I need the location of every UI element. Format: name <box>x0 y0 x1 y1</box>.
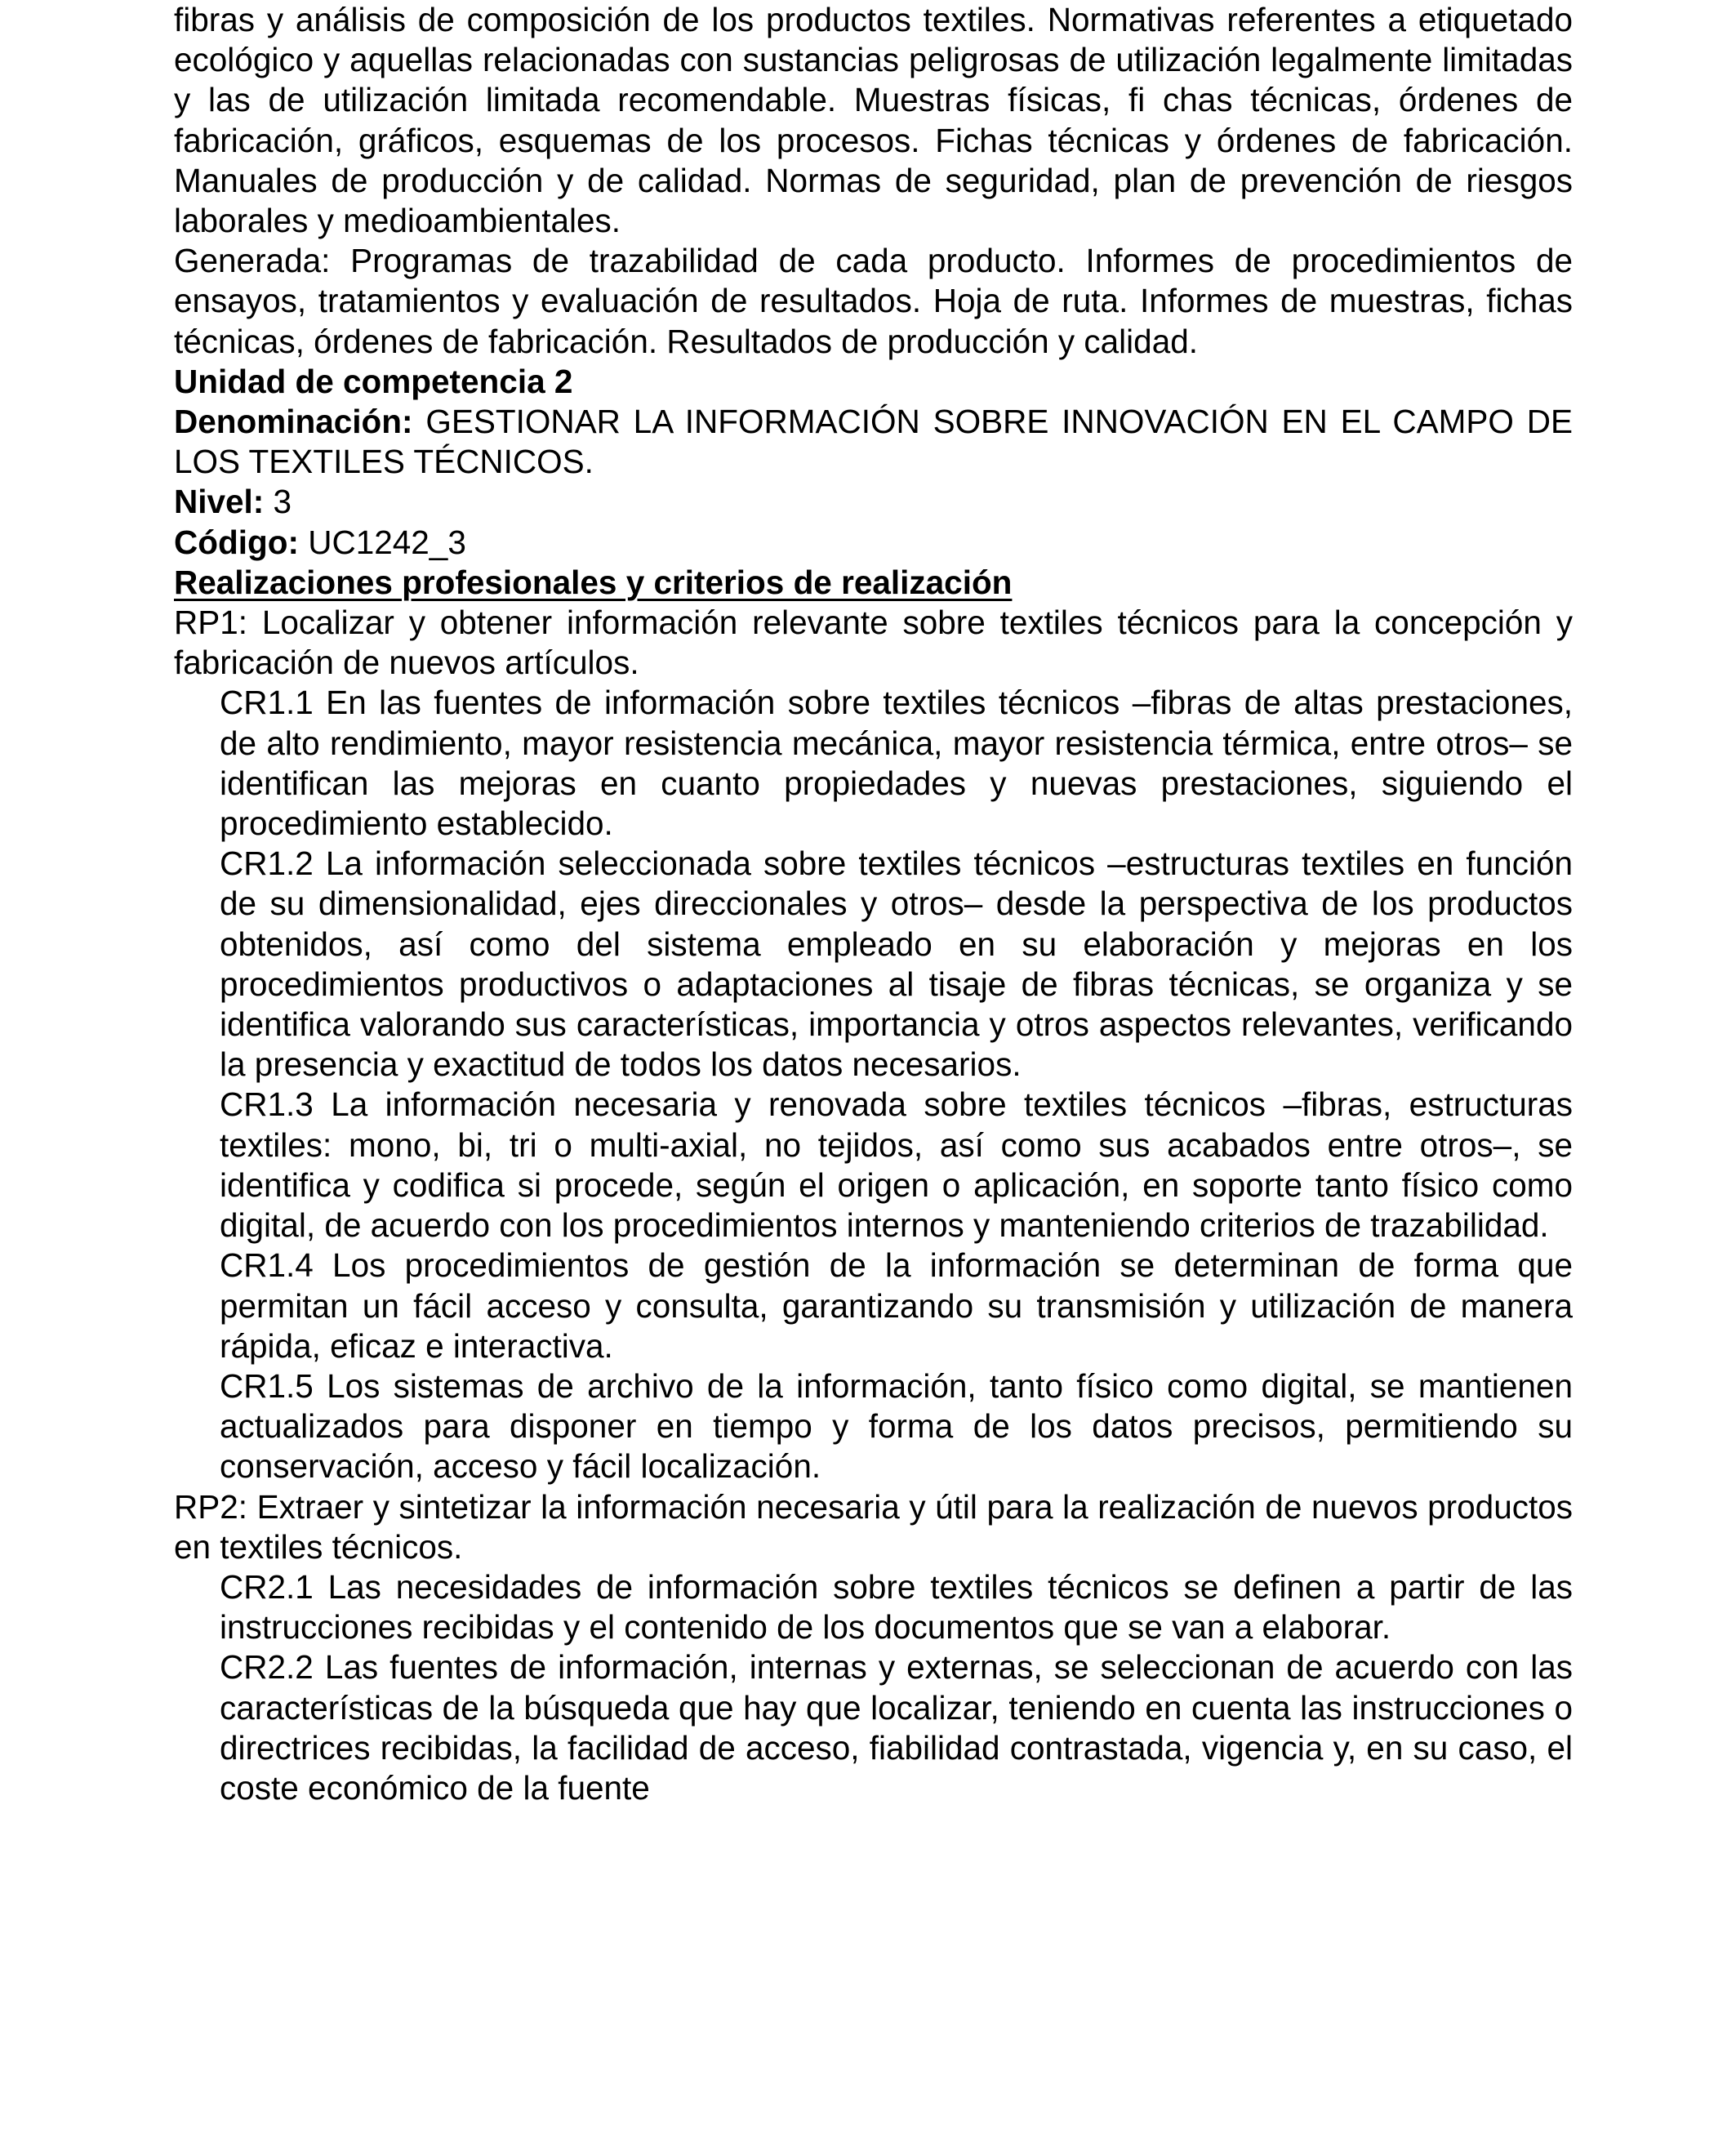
criterion-cr1-1: CR1.1 En las fuentes de información sobre textiles técnicos –fibras de altas prestaciones, de alto rendimiento, mayor resistencia mecánica, mayor resistencia térmica, entre otros– se identifican las mejoras en cuanto propiedades y nuevas prestaciones, siguiendo el procedimiento establecido. <box>220 684 1573 843</box>
criterion-cr1-4: CR1.4 Los procedimientos de gestión de la información se determinan de forma que permitan un fácil acceso y consulta, garantizando su transmisión y utilización de manera rápida, eficaz e interactiva. <box>220 1246 1573 1365</box>
denominacion-value: GESTIONAR LA INFORMACIÓN SOBRE INNOVACIÓN EN EL CAMPO DE LOS TEXTILES TÉCNICOS. <box>174 403 1573 481</box>
rp1-text: RP1: Localizar y obtener información relevante sobre textiles técnicos para la concepción y fabricación de nuevos artículos. <box>174 604 1573 682</box>
codigo-value: UC1242_3 <box>298 523 466 561</box>
document-page <box>174 0 1573 1808</box>
denominacion-field <box>174 402 1573 482</box>
denominacion-label: Denominación: <box>174 403 413 441</box>
codigo-field <box>174 523 1573 563</box>
nivel-label: Nivel: <box>174 483 265 521</box>
intro-paragraph-1: fibras y análisis de composición de los productos textiles. Normativas referentes a etiquetado ecológico y aquellas relacionadas con sustancias peligrosas de utilización legalmente limitadas y las de utilización limitada recomendable. Muestras físicas, fi chas técnicas, órdenes de fabricación, gráficos, esquemas de los procesos. Fichas técnicas y órdenes de fabricación. Manuales de producción y de calidad. Normas de seguridad, plan de prevención de riesgos laborales y medioambientales. <box>174 1 1573 240</box>
criterion-cr1-3: CR1.3 La información necesaria y renovada sobre textiles técnicos –fibras, estructuras textiles: mono, bi, tri o multi-axial, no tejidos, así como sus acabados entre otros–, se identifica y codifica si procede, según el origen o aplicación, en soporte tanto físico como digital, de acuerdo con los procedimientos internos y manteniendo criterios de trazabilidad. <box>220 1085 1573 1245</box>
criterion-cr1-2: CR1.2 La información seleccionada sobre textiles técnicos –estructuras textiles en función de su dimensionalidad, ejes direccionales y otros– desde la perspectiva de los productos obtenidos, así como del sistema empleado en su elaboración y mejoras en los procedimientos productivos o adaptaciones al tisaje de fibras técnicas, se organiza y se identifica valorando sus características, importancia y otros aspectos relevantes, verificando la presencia y exactitud de todos los datos necesarios. <box>220 844 1573 1084</box>
unit-heading: Unidad de competencia 2 <box>174 362 573 400</box>
criterion-cr2-1: CR2.1 Las necesidades de información sobre textiles técnicos se definen a partir de las instrucciones recibidas y el contenido de los documentos que se van a elaborar. <box>220 1567 1573 1647</box>
nivel-value: 3 <box>264 483 292 521</box>
criterion-cr2-2: CR2.2 Las fuentes de información, internas y externas, se seleccionan de acuerdo con las características de la búsqueda que hay que localizar, teniendo en cuenta las instrucciones o directrices recibidas, la facilidad de acceso, fiabilidad contrastada, vigencia y, en su caso, el coste económico de la fuente <box>220 1648 1573 1807</box>
nivel-field <box>174 482 1573 522</box>
rp2-text: RP2: Extraer y sintetizar la información necesaria y útil para la realización de nuevos productos en textiles técnicos. <box>174 1487 1573 1566</box>
section-heading: Realizaciones profesionales y criterios de realización <box>174 563 1013 601</box>
intro-paragraph-2: Generada: Programas de trazabilidad de cada producto. Informes de procedimientos de ensayos, tratamientos y evaluación de resultados. Hoja de ruta. Informes de muestras, fichas técnicas, órdenes de fabricación. Resultados de producción y calidad. <box>174 242 1573 360</box>
criterion-cr1-5: CR1.5 Los sistemas de archivo de la información, tanto físico como digital, se mantienen actualizados para disponer en tiempo y forma de los datos precisos, permitiendo su conservación, acceso y fácil localización. <box>220 1366 1573 1486</box>
codigo-label: Código: <box>174 523 299 561</box>
